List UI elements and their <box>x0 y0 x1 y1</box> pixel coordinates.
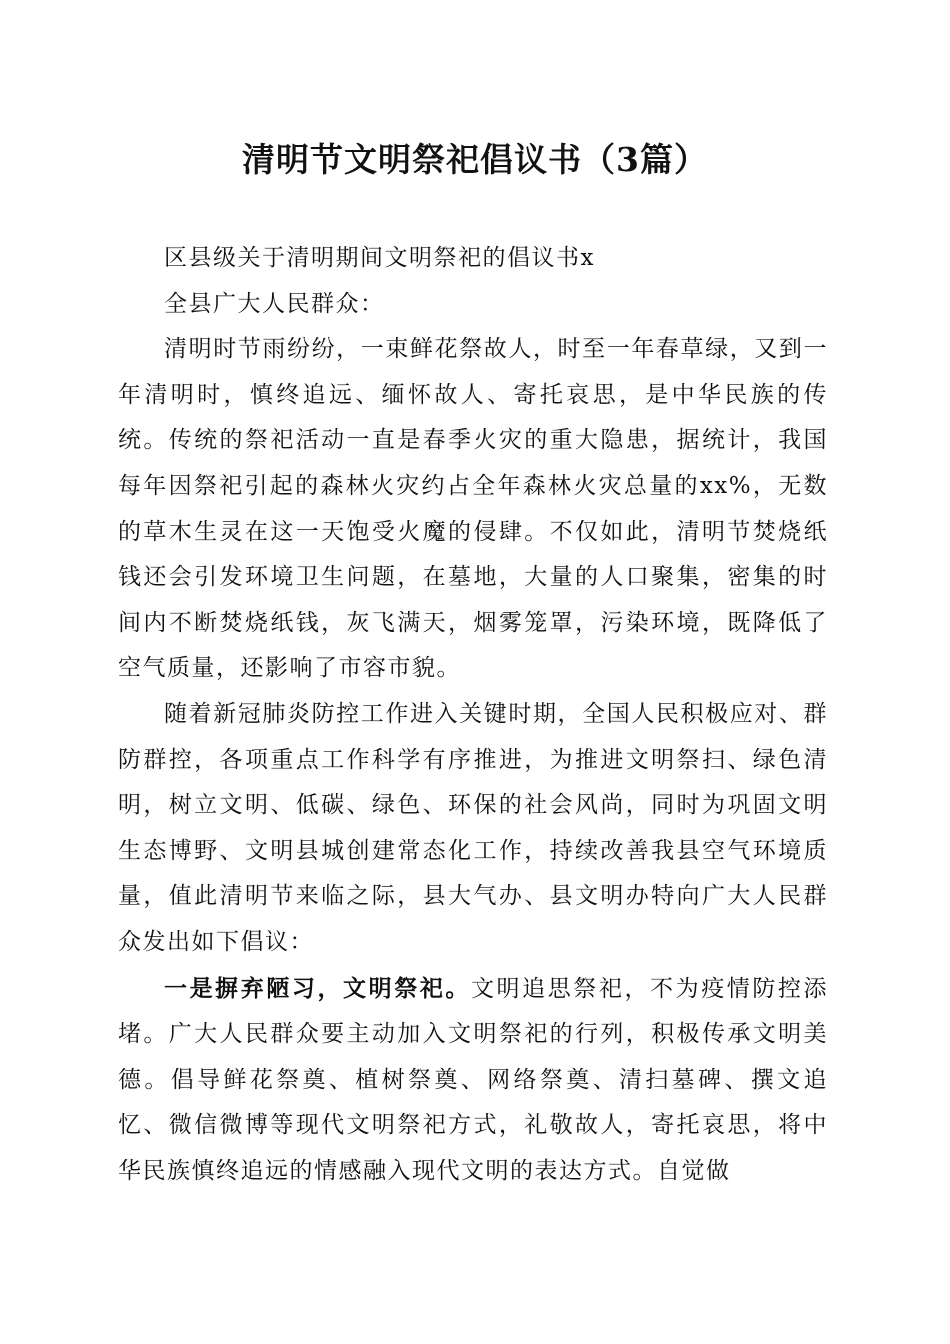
paragraph-3-lead: 一是摒弃陋习，文明祭祀。 <box>164 974 471 1002</box>
paragraph-1: 清明时节雨纷纷，一束鲜花祭故人，时至一年春草绿，又到一年清明时，慎终追远、缅怀故人、寄托哀思，是中华民族的传统。传统的祭祀活动一直是春季火灾的重大隐患，据统计，我国每年因祭祀引起的森林火灾约占全年森林火灾总量的xx%，无数的草木生灵在这一天饱受火魔的侵肆。不仅如此，清明节焚烧纸钱还会引发环境卫生问题，在墓地，大量的人口聚集，密集的时间内不断焚烧纸钱，灰飞满天，烟雾笼罩，污染环境，既降低了空气质量，还影响了市容市貌。 <box>118 336 828 682</box>
paragraph-2: 随着新冠肺炎防控工作进入关键时期，全国人民积极应对、群防群控，各项重点工作科学有序推进，为推进文明祭扫、绿色清明，树立文明、低碳、绿色、环保的社会风尚，同时为巩固文明生态博野、文明县城创建常态化工作，持续改善我县空气环境质量，值此清明节来临之际，县大气办、县文明办特向广大人民群众发出如下倡议： <box>118 700 828 955</box>
paragraph-3 <box>118 966 828 1195</box>
salutation: 全县广大人民群众： <box>164 290 385 317</box>
document-body <box>118 236 828 1194</box>
document-title: 清明节文明祭祀倡议书（3篇） <box>242 140 708 179</box>
paragraph-3-body: 文明追思祭祀，不为疫情防控添堵。广大人民群众要主动加入文明祭祀的行列，积极传承文明美德。倡导鲜花祭奠、植树祭奠、网络祭奠、清扫墓碑、撰文追忆、微信微博等现代文明祭祀方式，礼敬故人，寄托哀思，将中华民族慎终追远的情感融入现代文明的表达方式。自觉做 <box>118 975 829 1184</box>
document-subtitle: 区县级关于清明期间文明祭祀的倡议书x <box>164 245 595 271</box>
